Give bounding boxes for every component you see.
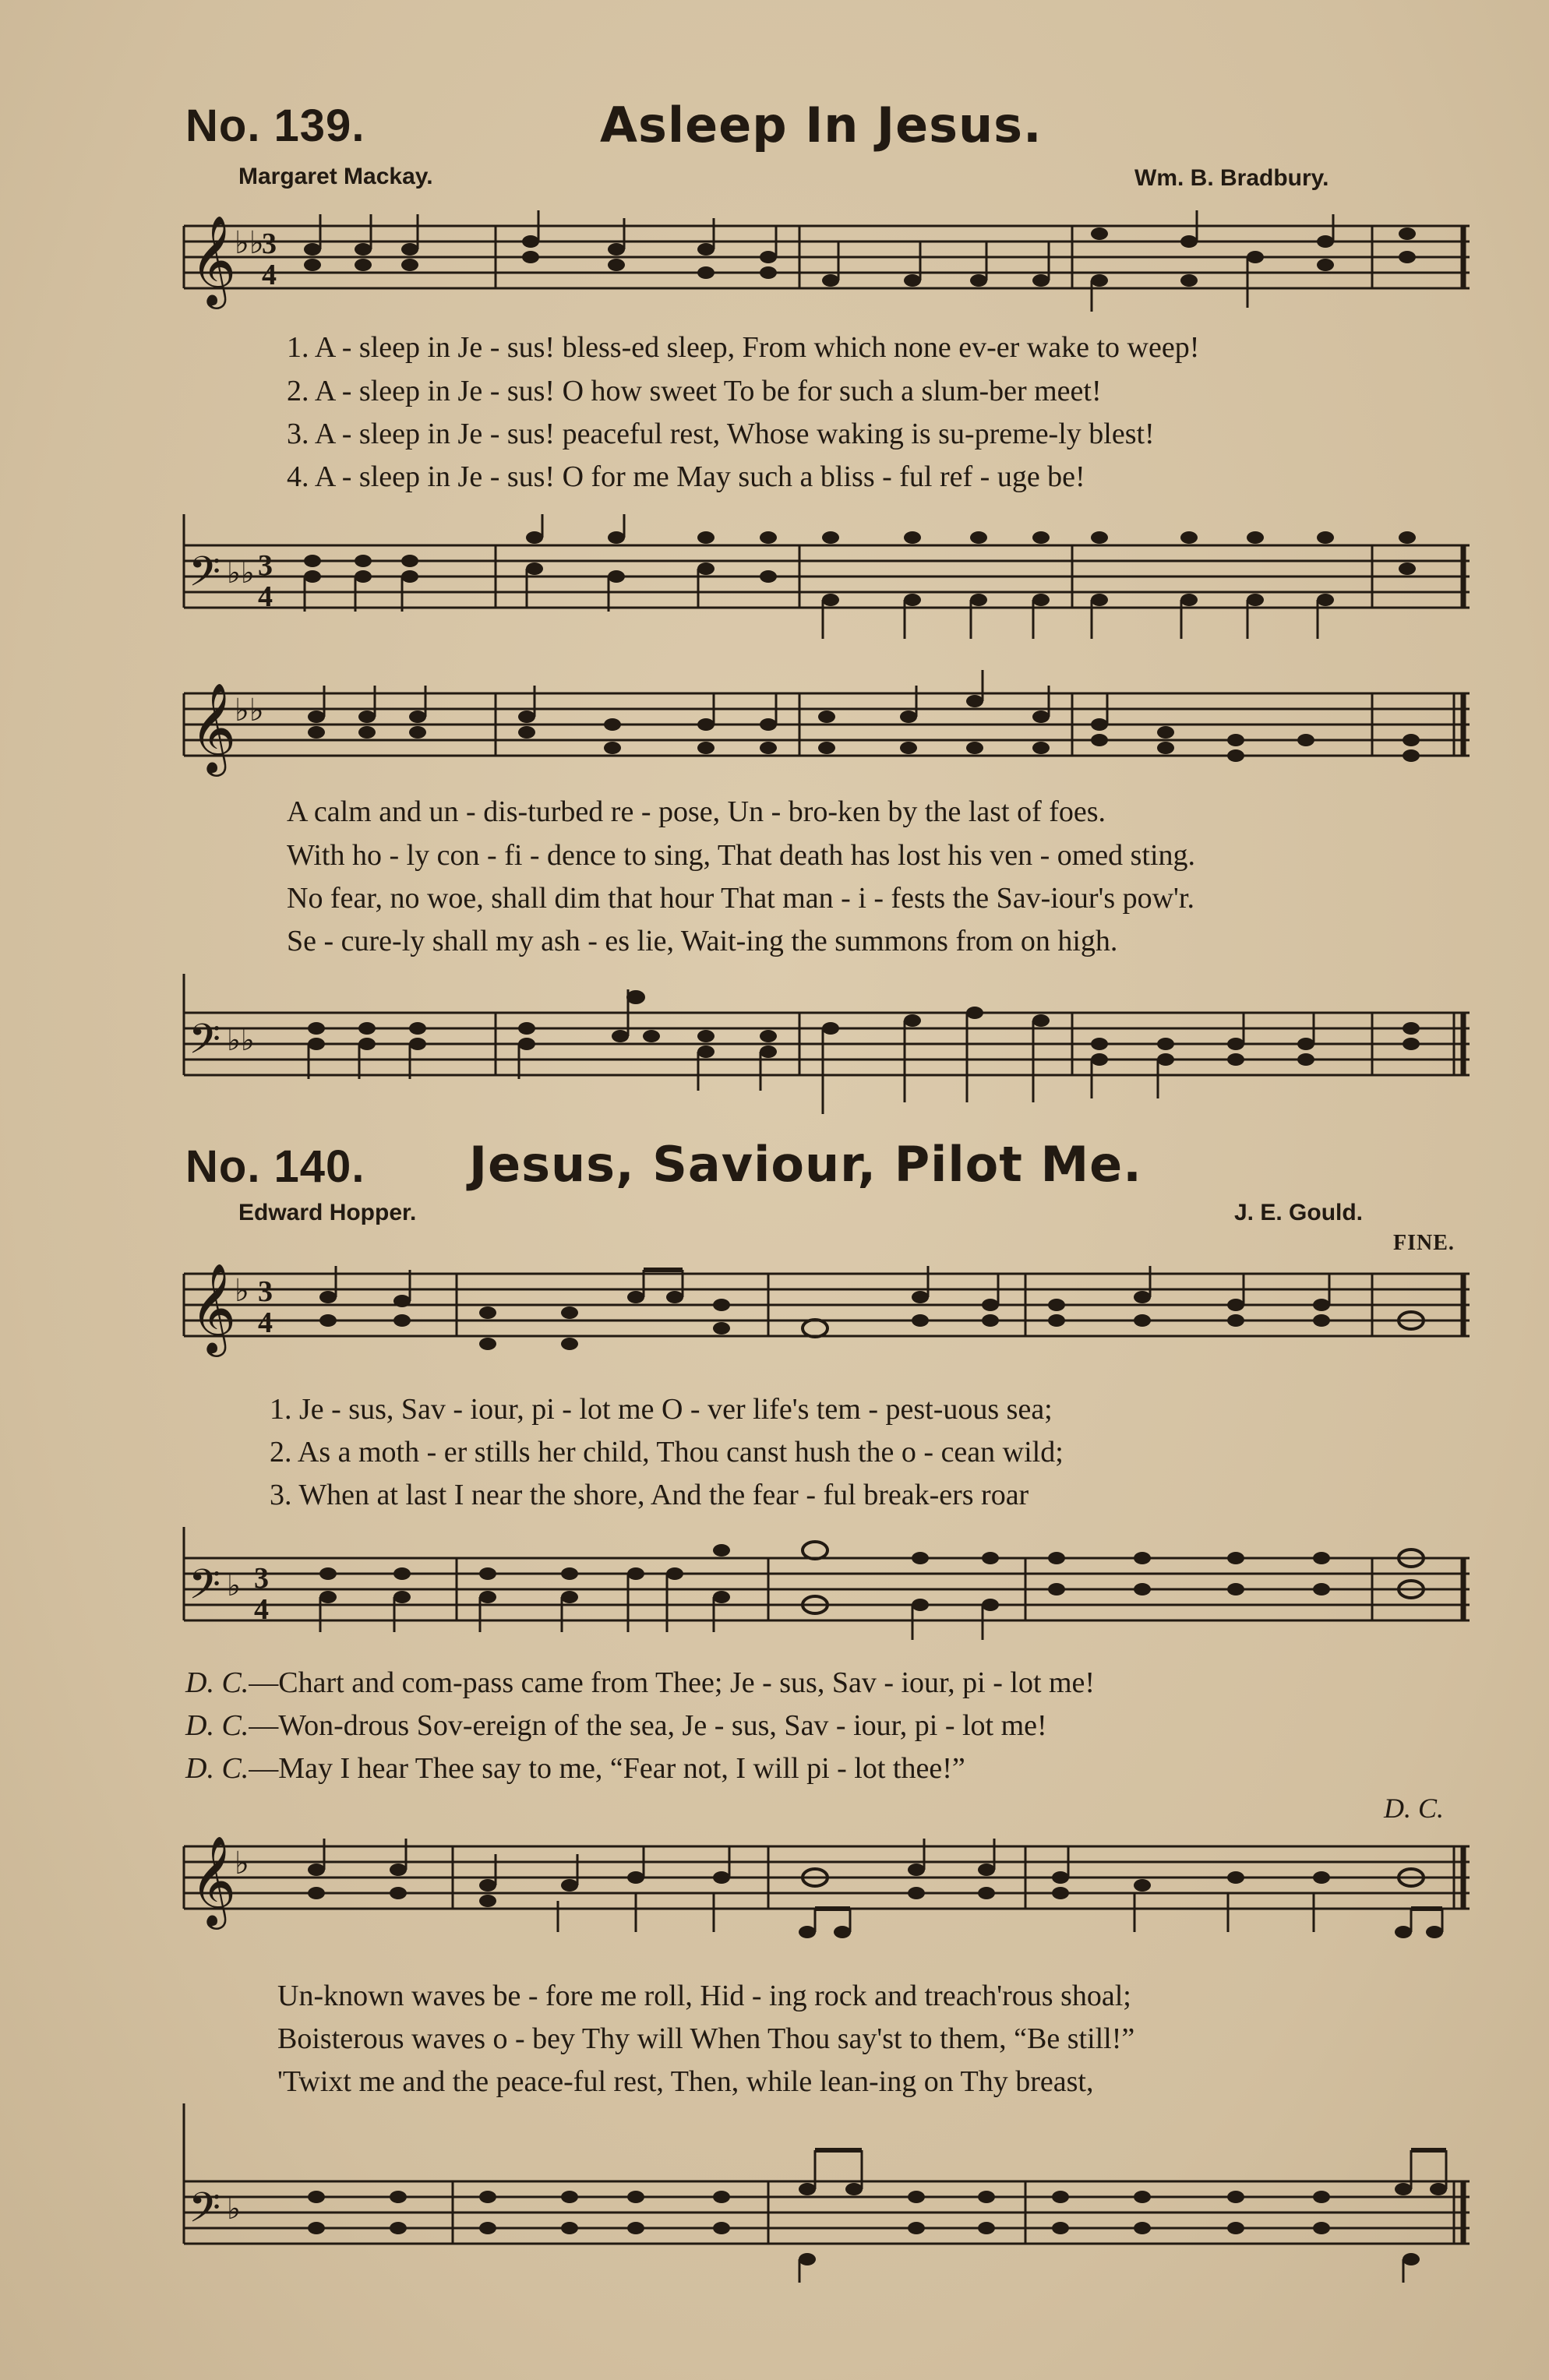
hymn-140-title: Jesus, Saviour, Pilot Me.	[469, 1136, 1142, 1193]
hymn-139-composer: Wm. B. Bradbury.	[1134, 165, 1329, 191]
hymn-139-treble-staff-1	[176, 210, 1477, 319]
svg-text:4: 4	[262, 259, 277, 291]
svg-text:𝄞: 𝄞	[190, 214, 237, 305]
fine-mark: FINE.	[1393, 1231, 1455, 1255]
svg-text:4: 4	[258, 580, 273, 613]
svg-text:𝄢: 𝄢	[189, 1562, 221, 1617]
hymn-139-title: Asleep In Jesus.	[600, 97, 1043, 153]
svg-text:3: 3	[262, 227, 277, 260]
hymn-140-composer: J. E. Gould.	[1234, 1200, 1364, 1225]
hymn-140-verse-2-line-2: Boisterous waves o - bey Thy will When Thou say'st to them, “Be still!”	[277, 2022, 1135, 2055]
svg-text:3: 3	[258, 1275, 273, 1308]
dc-line-2-mark: D. C.	[185, 1709, 249, 1742]
hymn-139-verse-3-line-2: No fear, no woe, shall dim that hour That man - i - fests the Sav-iour's pow'r.	[287, 882, 1194, 915]
hymn-139-number: No. 139.	[185, 100, 365, 151]
hymn-139-verse-1-line-2: A calm and un - dis-turbed re - pose, Un - bro-ken by the last of foes.	[287, 795, 1106, 828]
svg-text:♭: ♭	[235, 1846, 249, 1881]
svg-text:♭♭: ♭♭	[235, 225, 264, 260]
hymn-139-verse-4-line-1: 4. A - sleep in Je - sus! O for me May such a bliss - ful ref - uge be!	[287, 460, 1085, 493]
dc-mark: D. C.	[1384, 1793, 1445, 1824]
svg-text:3: 3	[258, 549, 273, 582]
svg-text:𝄢: 𝄢	[189, 549, 221, 605]
hymn-140-verse-1-line-2: Un-known waves be - fore me roll, Hid - ing rock and treach'rous shoal;	[277, 1980, 1131, 2012]
hymn-139-verse-3-line-1: 3. A - sleep in Je - sus! peaceful rest, Whose waking is su-preme-ly blest!	[287, 418, 1155, 450]
hymn-139-treble-staff-2	[176, 670, 1477, 779]
hymn-140-bass-staff-2	[176, 2103, 1477, 2283]
svg-text:𝄞: 𝄞	[190, 1265, 237, 1352]
hymn-140-verse-3-line-2: 'Twixt me and the peace-ful rest, Then, while lean-ing on Thy breast,	[277, 2065, 1094, 2098]
dc-line-3	[185, 1751, 1432, 1786]
hymn-140-verse-2-line-1: 2. As a moth - er stills her child, Thou canst hush the o - cean wild;	[270, 1436, 1064, 1469]
hymn-140-verse-1-line-1: 1. Je - sus, Sav - iour, pi - lot me O - ver life's tem - pest-uous sea;	[270, 1393, 1053, 1426]
svg-text:♭♭: ♭♭	[227, 1024, 255, 1057]
svg-text:3: 3	[254, 1562, 269, 1595]
svg-text:𝄢: 𝄢	[189, 2185, 221, 2241]
dc-line-1-mark: D. C.	[185, 1666, 249, 1699]
dc-line-3-mark: D. C.	[185, 1752, 249, 1785]
dc-line-2	[185, 1708, 1432, 1743]
svg-text:♭: ♭	[227, 1570, 241, 1603]
hymn-140-bass-staff-1	[176, 1527, 1477, 1659]
svg-text:𝄞: 𝄞	[190, 685, 237, 771]
dc-line-3-text: —May I hear Thee say to me, “Fear not, I will pi - lot thee!”	[249, 1752, 965, 1785]
hymn-140-verse-3-line-1: 3. When at last I near the shore, And the fear - ful break-ers roar	[270, 1479, 1029, 1511]
hymn-139-author: Margaret Mackay.	[238, 164, 433, 189]
svg-text:𝄞: 𝄞	[190, 1838, 237, 1924]
dc-line-1	[185, 1666, 1432, 1700]
svg-text:♭: ♭	[235, 1273, 249, 1308]
dc-line-2-text: —Won-drous Sov-ereign of the sea, Je - sus, Sav - iour, pi - lot me!	[249, 1709, 1047, 1742]
svg-text:4: 4	[258, 1306, 273, 1339]
svg-text:♭♭: ♭♭	[227, 557, 255, 590]
hymn-139-bass-staff-2	[176, 974, 1477, 1122]
hymn-139-verse-2-line-2: With ho - ly con - fi - dence to sing, That death has lost his ven - omed sting.	[287, 839, 1196, 872]
svg-text:♭: ♭	[227, 2193, 241, 2226]
svg-text:𝄢: 𝄢	[189, 1017, 221, 1072]
hymn-140-treble-staff-2	[176, 1815, 1477, 1955]
hymn-139-verse-2-line-1: 2. A - sleep in Je - sus! O how sweet To be for such a slum-ber meet!	[287, 375, 1102, 407]
hymn-140-author: Edward Hopper.	[238, 1200, 417, 1225]
hymn-140-number: No. 140.	[185, 1141, 365, 1192]
svg-text:4: 4	[254, 1593, 269, 1626]
svg-text:♭♭: ♭♭	[235, 693, 264, 728]
hymn-140-treble-staff-1	[176, 1246, 1477, 1363]
hymn-139-bass-staff-1	[176, 514, 1477, 647]
dc-line-1-text: —Chart and com-pass came from Thee; Je - sus, Sav - iour, pi - lot me!	[249, 1666, 1096, 1699]
hymn-139-verse-4-line-2: Se - cure-ly shall my ash - es lie, Wait-ing the summons from on high.	[287, 925, 1118, 957]
hymn-139-verse-1-line-1: 1. A - sleep in Je - sus! bless-ed sleep, From which none ev-er wake to weep!	[287, 331, 1200, 364]
